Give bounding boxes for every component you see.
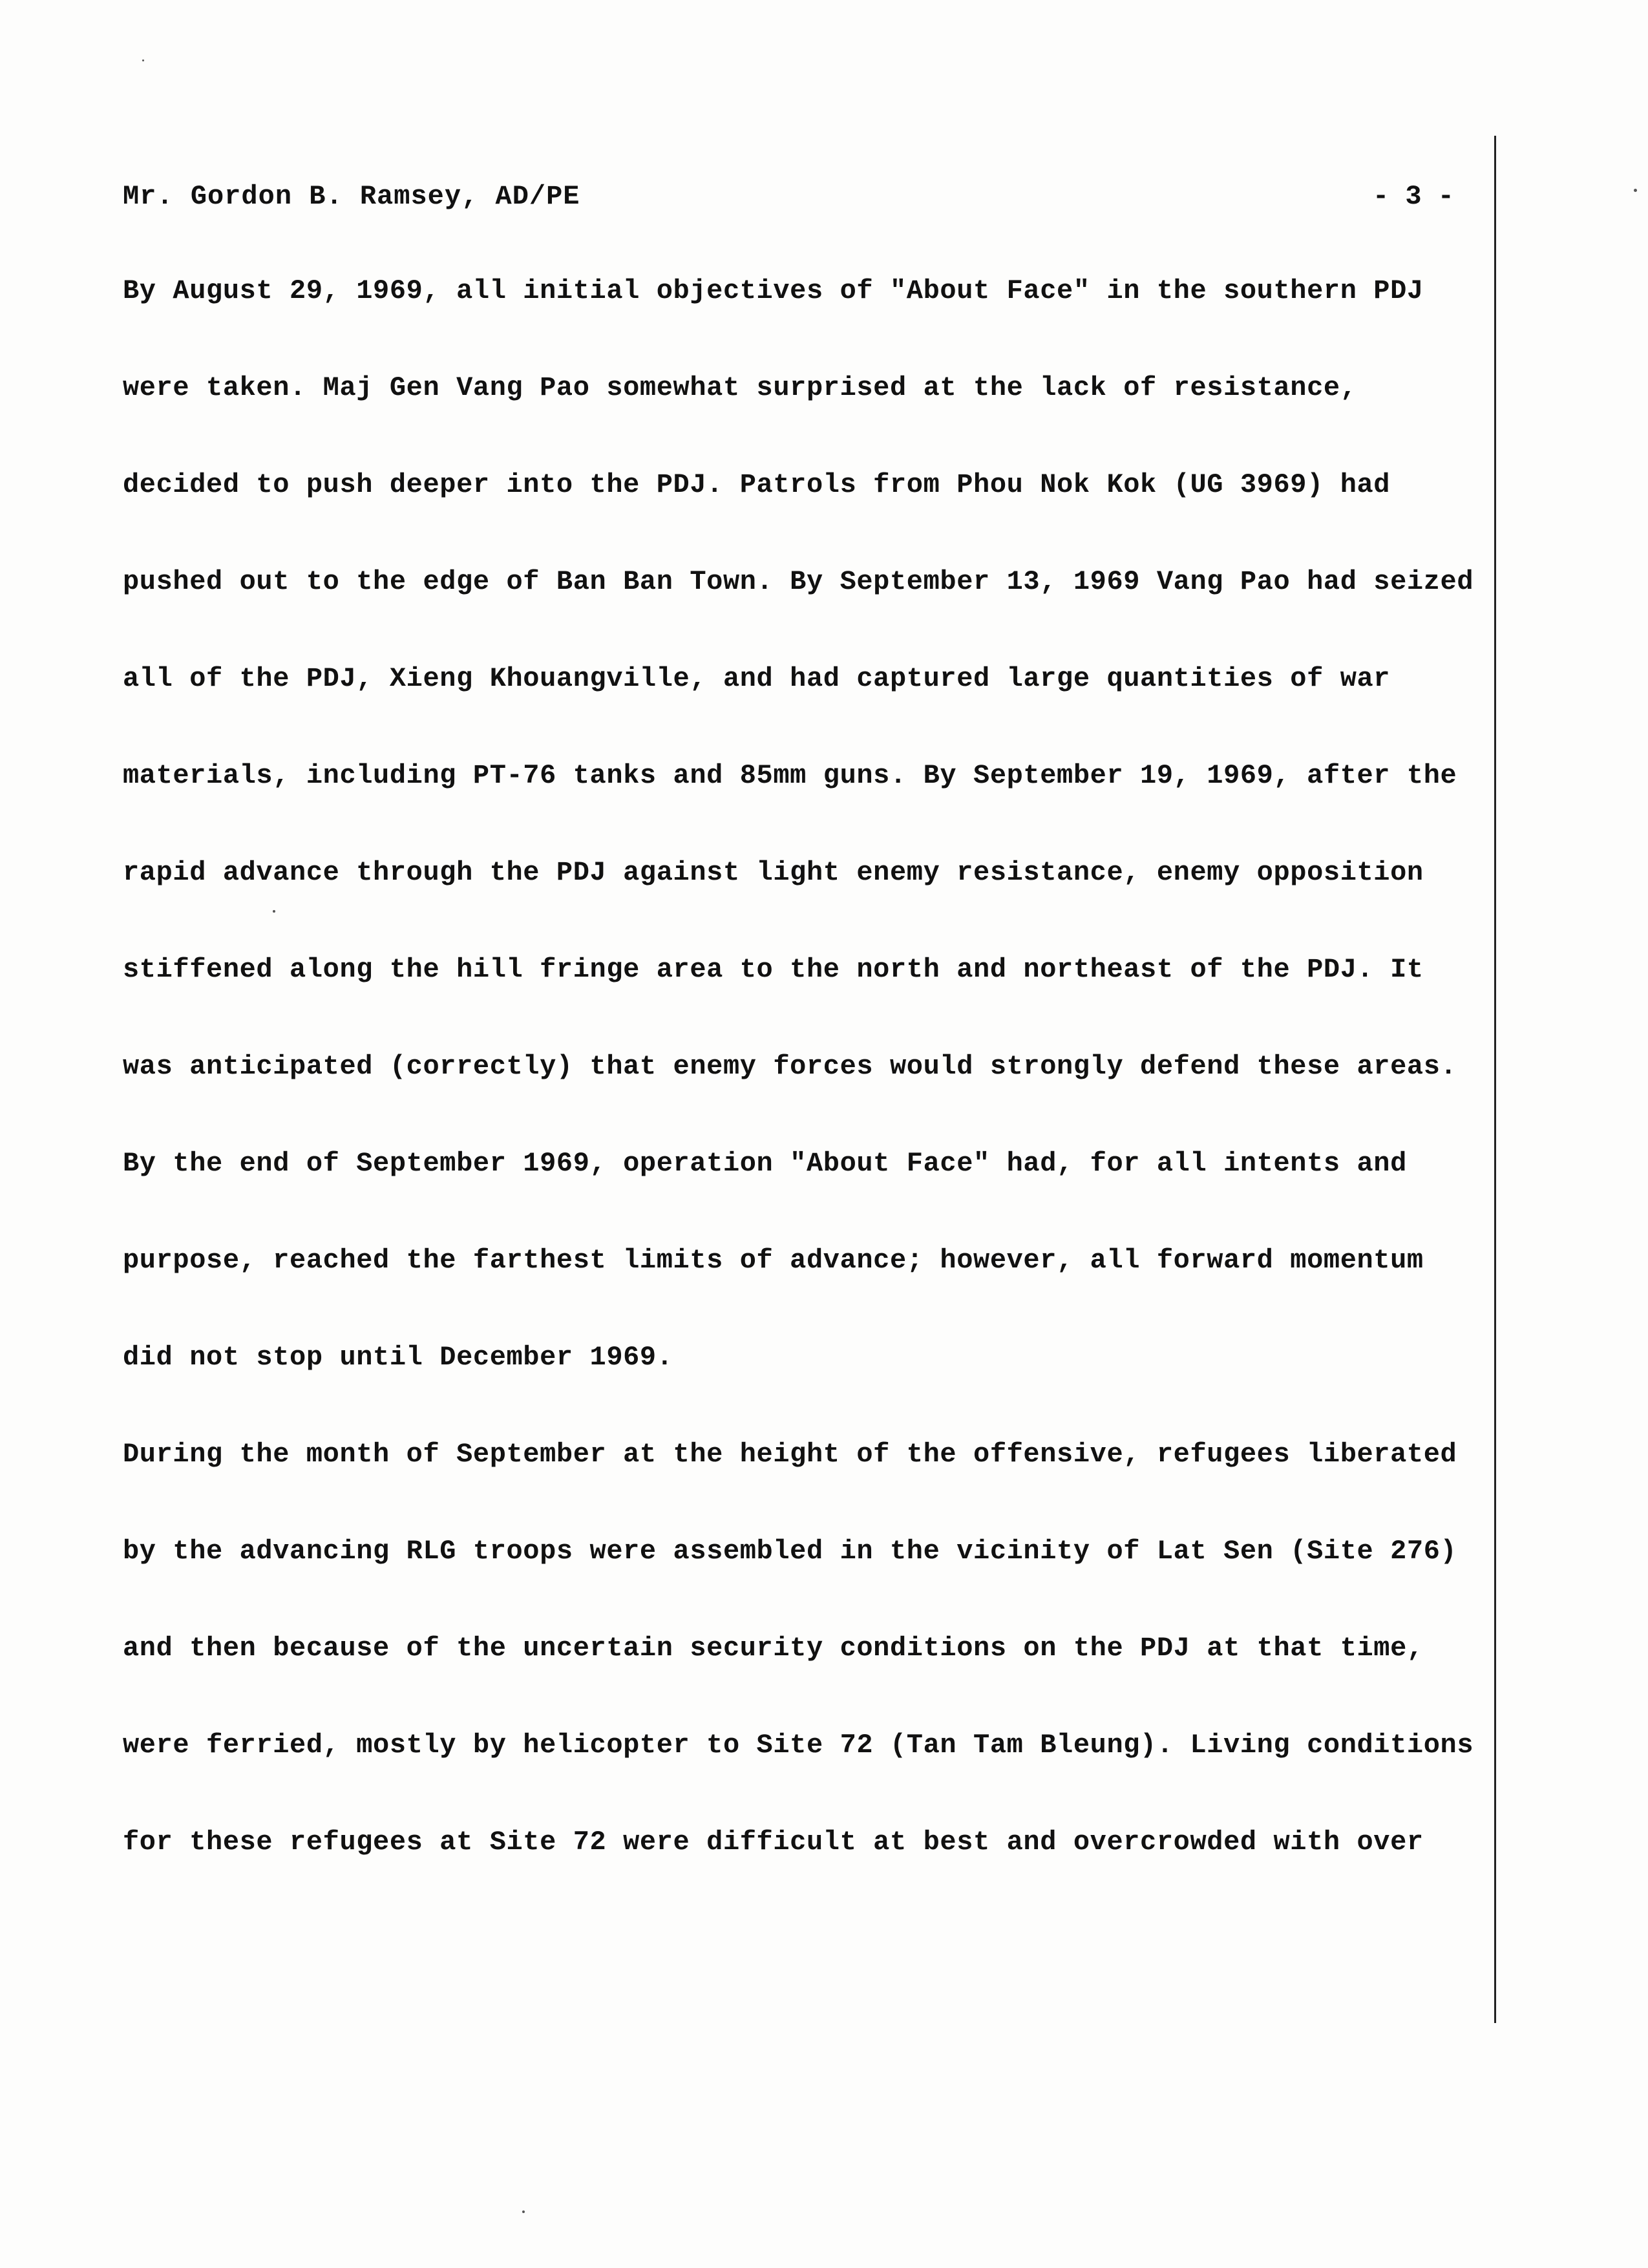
text-line: pushed out to the edge of Ban Ban Town. By September 13, 1969 Vang Pao had seized bbox=[123, 566, 1474, 597]
page-number: - 3 - bbox=[1372, 181, 1454, 212]
text-line: did not stop until December 1969. bbox=[123, 1342, 673, 1373]
text-line: By August 29, 1969, all initial objectives of "About Face" in the southern PDJ bbox=[123, 275, 1424, 306]
scan-speck bbox=[273, 910, 275, 913]
text-line: by the advancing RLG troops were assembled in the vicinity of Lat Sen (Site 276) bbox=[123, 1536, 1457, 1567]
text-line: were taken. Maj Gen Vang Pao somewhat surprised at the lack of resistance, bbox=[123, 372, 1357, 403]
text-line: By the end of September 1969, operation "About Face" had, for all intents and bbox=[123, 1148, 1407, 1179]
text-line: purpose, reached the farthest limits of advance; however, all forward momentum bbox=[123, 1245, 1424, 1276]
text-line: were ferried, mostly by helicopter to Site 72 (Tan Tam Bleung). Living conditions bbox=[123, 1730, 1474, 1761]
letter-header bbox=[123, 181, 1454, 220]
paragraph-2 bbox=[123, 1435, 1474, 1920]
text-line: stiffened along the hill fringe area to the north and northeast of the PDJ. It bbox=[123, 954, 1424, 985]
addressee-line: Mr. Gordon B. Ramsey, AD/PE bbox=[123, 181, 580, 212]
scan-speck bbox=[522, 2210, 525, 2213]
scan-speck bbox=[142, 59, 144, 61]
text-line: and then because of the uncertain security conditions on the PDJ at that time, bbox=[123, 1633, 1424, 1664]
text-line: was anticipated (correctly) that enemy forces would strongly defend these areas. bbox=[123, 1051, 1457, 1082]
text-line: all of the PDJ, Xieng Khouangville, and had captured large quantities of war bbox=[123, 663, 1391, 694]
text-line: for these refugees at Site 72 were difficult at best and overcrowded with over bbox=[123, 1827, 1424, 1858]
text-line: decided to push deeper into the PDJ. Patrols from Phou Nok Kok (UG 3969) had bbox=[123, 469, 1391, 500]
paragraph-1 bbox=[123, 271, 1474, 1435]
text-line: During the month of September at the height of the offensive, refugees liberated bbox=[123, 1439, 1457, 1470]
scan-speck bbox=[1634, 189, 1637, 192]
text-line: rapid advance through the PDJ against light enemy resistance, enemy opposition bbox=[123, 857, 1424, 888]
letter-body bbox=[123, 271, 1474, 1920]
text-line: materials, including PT-76 tanks and 85mm guns. By September 19, 1969, after the bbox=[123, 760, 1457, 791]
margin-rule bbox=[1494, 136, 1496, 2023]
